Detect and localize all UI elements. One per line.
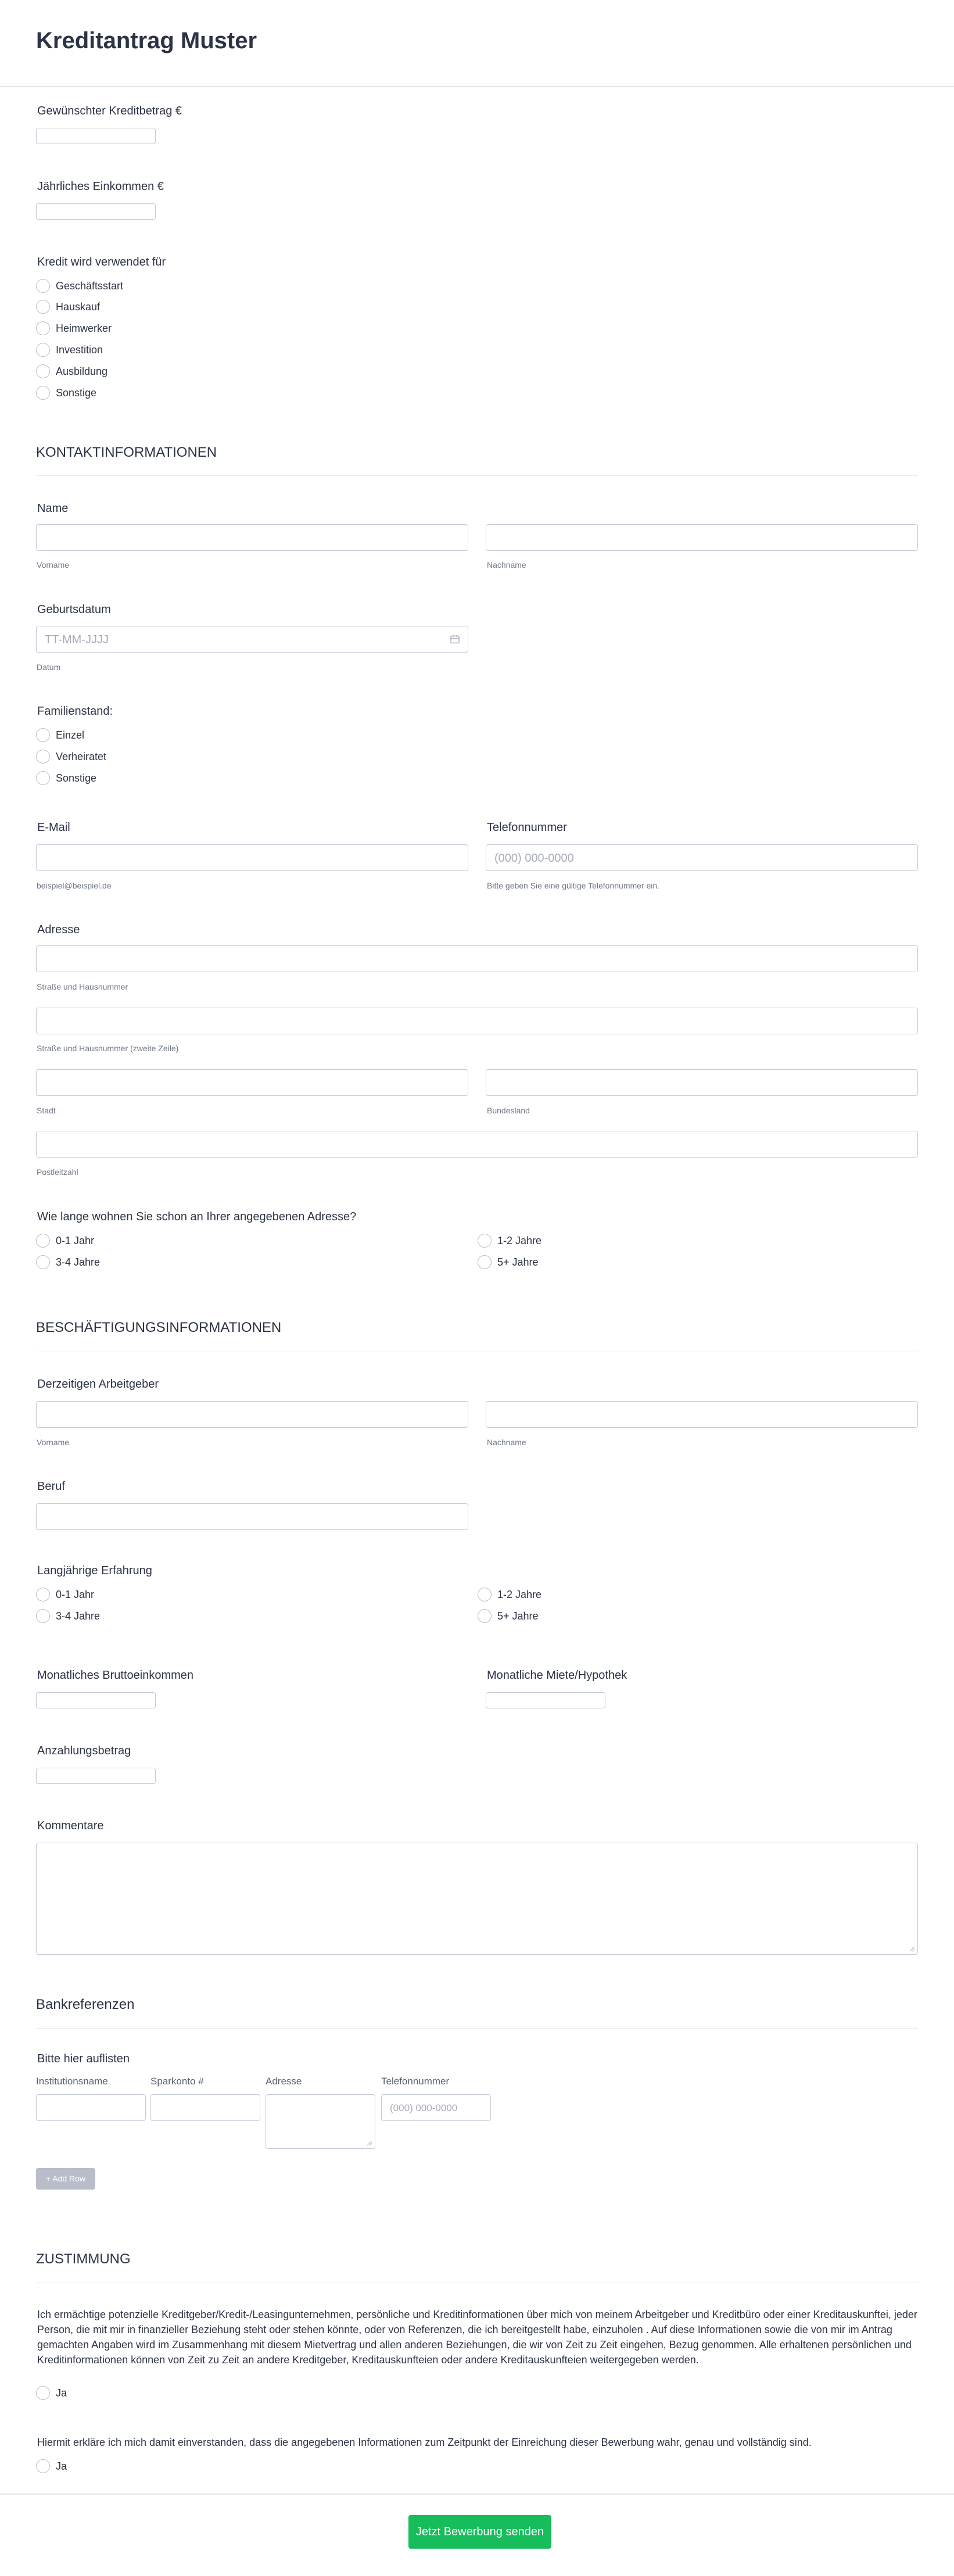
first-name-sublabel: Vorname bbox=[37, 560, 70, 569]
employer-label: Derzeitigen Arbeitgeber bbox=[37, 1378, 159, 1391]
zip-input[interactable] bbox=[36, 1131, 918, 1158]
job-input[interactable] bbox=[36, 1503, 468, 1530]
annual-income-input[interactable] bbox=[36, 203, 156, 220]
employer-first-sublabel: Vorname bbox=[37, 1438, 70, 1447]
resize-handle-icon[interactable] bbox=[367, 2140, 372, 2146]
bank-phone-input[interactable] bbox=[381, 2094, 491, 2121]
street2-input[interactable] bbox=[36, 1008, 918, 1034]
col-header-savings: Sparkonto # bbox=[150, 2076, 204, 2087]
experience-label: Langjährige Erfahrung bbox=[37, 1564, 152, 1577]
street-input[interactable] bbox=[36, 945, 918, 972]
radio-label: 5+ Jahre bbox=[497, 1610, 539, 1622]
state-input[interactable] bbox=[486, 1069, 918, 1096]
section-title-employment: BESCHÄFTIGUNGSINFORMATIONEN bbox=[36, 1320, 282, 1335]
name-label: Name bbox=[37, 502, 69, 515]
annual-income-label: Jährliches Einkommen € bbox=[37, 180, 164, 193]
submit-button[interactable]: Jetzt Bewerbung senden bbox=[408, 2515, 551, 2549]
employer-last-sublabel: Nachname bbox=[487, 1438, 526, 1447]
comments-textarea[interactable] bbox=[36, 1843, 918, 1955]
radio-label: Investition bbox=[56, 344, 103, 356]
radio-purpose-0[interactable] bbox=[36, 279, 50, 293]
col-header-phone: Telefonnummer bbox=[381, 2076, 450, 2087]
radio-purpose-5[interactable] bbox=[36, 386, 50, 400]
address-label: Adresse bbox=[37, 923, 80, 936]
radio-duration-0[interactable] bbox=[36, 1234, 50, 1248]
loan-amount-label: Gewünschter Kreditbetrag € bbox=[37, 105, 182, 117]
radio-experience-2[interactable] bbox=[36, 1609, 50, 1623]
radio-label: Sonstige bbox=[56, 387, 97, 399]
consent-text-2: Hiermit erkläre ich mich damit einverstanden, dass die angegebenen Informationen zum Zeitpunkt der Einreichung dieser Bewerbung wahr, genau und vollständig sind. bbox=[37, 2437, 812, 2448]
loan-purpose-label: Kredit wird verwendet für bbox=[37, 256, 166, 268]
radio-label: Sonstige bbox=[56, 772, 97, 784]
dob-label: Geburtsdatum bbox=[37, 603, 111, 616]
first-name-input[interactable] bbox=[36, 524, 468, 551]
comments-label: Kommentare bbox=[37, 1819, 104, 1832]
rent-label: Monatliche Miete/Hypothek bbox=[487, 1669, 627, 1682]
phone-label: Telefonnummer bbox=[487, 821, 567, 834]
radio-label: 3-4 Jahre bbox=[56, 1256, 101, 1268]
radio-purpose-2[interactable] bbox=[36, 321, 50, 335]
bank-address-textarea[interactable] bbox=[266, 2094, 375, 2149]
last-name-sublabel: Nachname bbox=[487, 560, 526, 569]
section-title-consent: ZUSTIMMUNG bbox=[36, 2251, 131, 2267]
radio-experience-1[interactable] bbox=[478, 1588, 492, 1602]
radio-duration-3[interactable] bbox=[478, 1255, 492, 1269]
city-input[interactable] bbox=[36, 1069, 468, 1096]
radio-experience-0[interactable] bbox=[36, 1588, 50, 1602]
employer-first-input[interactable] bbox=[36, 1401, 468, 1428]
section-divider bbox=[36, 475, 918, 476]
radio-label: Geschäftsstart bbox=[56, 280, 124, 292]
radio-label: Hauskauf bbox=[56, 301, 101, 313]
radio-marital-2[interactable] bbox=[36, 771, 50, 785]
radio-consent-1[interactable] bbox=[36, 2386, 50, 2400]
section-divider bbox=[36, 2028, 918, 2029]
dob-sublabel: Datum bbox=[37, 662, 61, 672]
col-header-institution: Institutionsname bbox=[36, 2076, 108, 2087]
radio-label: 3-4 Jahre bbox=[56, 1610, 101, 1622]
phone-placeholder: (000) 000-0000 bbox=[494, 852, 574, 865]
radio-label: Verheiratet bbox=[56, 751, 107, 762]
radio-label: 5+ Jahre bbox=[497, 1256, 539, 1268]
radio-purpose-3[interactable] bbox=[36, 343, 50, 357]
section-title-bank: Bankreferenzen bbox=[36, 1997, 135, 2012]
page-title: Kreditantrag Muster bbox=[36, 28, 257, 53]
dob-placeholder: TT-MM-JJJJ bbox=[45, 633, 109, 646]
marital-label: Familienstand: bbox=[37, 705, 113, 718]
zip-sublabel: Postleitzahl bbox=[37, 1167, 78, 1177]
gross-income-label: Monatliches Bruttoeinkommen bbox=[37, 1669, 194, 1682]
radio-label: 0-1 Jahr bbox=[56, 1589, 95, 1600]
header-divider bbox=[0, 86, 954, 87]
phone-input[interactable] bbox=[486, 844, 918, 871]
radio-experience-3[interactable] bbox=[478, 1609, 492, 1623]
add-row-button[interactable]: + Add Row bbox=[36, 2168, 95, 2190]
bank-savings-input[interactable] bbox=[150, 2094, 260, 2121]
radio-label: 1-2 Jahre bbox=[497, 1235, 542, 1246]
dob-input[interactable] bbox=[36, 626, 468, 653]
radio-label: Ja bbox=[56, 2387, 67, 2399]
radio-marital-1[interactable] bbox=[36, 750, 50, 764]
last-name-input[interactable] bbox=[486, 524, 918, 551]
down-payment-label: Anzahlungsbetrag bbox=[37, 1744, 131, 1757]
down-payment-input[interactable] bbox=[36, 1768, 156, 1784]
email-sublabel: beispiel@beispiel.de bbox=[37, 881, 112, 890]
residence-duration-label: Wie lange wohnen Sie schon an Ihrer angegebenen Adresse? bbox=[37, 1210, 357, 1223]
radio-purpose-4[interactable] bbox=[36, 364, 50, 378]
employer-last-input[interactable] bbox=[486, 1401, 918, 1428]
radio-label: 1-2 Jahre bbox=[497, 1589, 542, 1600]
radio-marital-0[interactable] bbox=[36, 728, 50, 742]
rent-input[interactable] bbox=[486, 1692, 605, 1708]
radio-label: 0-1 Jahr bbox=[56, 1235, 95, 1246]
street2-sublabel: Straße und Hausnummer (zweite Zeile) bbox=[37, 1044, 179, 1053]
radio-duration-2[interactable] bbox=[36, 1255, 50, 1269]
loan-amount-input[interactable] bbox=[36, 128, 156, 144]
radio-purpose-1[interactable] bbox=[36, 300, 50, 314]
consent-text-1: Ich ermächtige potenzielle Kreditgeber/Kredit-/Leasingunternehmen, persönliche und Kreditinformationen über mich von meinem Arbeitgeber und Kreditbüro oder einer Kreditauskunftei, jeder Person, die mit mir in finanzieller Beziehung steht oder stehen könnte, oder von Referenzen, die ich bereitgestellt habe, einzuholen . Auf diese Informationen sowie die von mir im Antrag gemachten Angaben wird im Zusammenhang mit diesem Mietvertrag und allen anderen Beziehungen, die wir von Zeit zu Zeit eingehen, Bezug genommen. Alle erhaltenen persönlichen und Kreditinformationen können von Zeit zu Zeit an andere Kreditgeber, Kreditauskunfteien oder andere Kreditauskunfteien weitergegeben werden. bbox=[37, 2309, 917, 2366]
radio-label: Ausbildung bbox=[56, 366, 108, 377]
resize-handle-icon[interactable] bbox=[909, 1946, 915, 1952]
email-input[interactable] bbox=[36, 844, 468, 871]
phone-sublabel: Bitte geben Sie eine gültige Telefonnummer ein. bbox=[487, 881, 660, 890]
state-sublabel: Bundesland bbox=[487, 1106, 530, 1115]
bank-institution-input[interactable] bbox=[36, 2094, 146, 2121]
section-title-contact: KONTAKTINFORMATIONEN bbox=[36, 445, 217, 460]
calendar-icon[interactable] bbox=[450, 635, 460, 644]
city-sublabel: Stadt bbox=[37, 1106, 56, 1115]
radio-label: Ja bbox=[56, 2460, 67, 2472]
gross-income-input[interactable] bbox=[36, 1692, 156, 1708]
radio-duration-1[interactable] bbox=[478, 1234, 492, 1248]
street-sublabel: Straße und Hausnummer bbox=[37, 982, 128, 991]
bank-phone-placeholder: (000) 000-0000 bbox=[390, 2102, 458, 2113]
email-label: E-Mail bbox=[37, 821, 70, 834]
radio-label: Heimwerker bbox=[56, 323, 112, 334]
job-label: Beruf bbox=[37, 1480, 65, 1493]
bank-list-label: Bitte hier auflisten bbox=[37, 2052, 130, 2065]
radio-label: Einzel bbox=[56, 729, 85, 741]
col-header-address: Adresse bbox=[266, 2076, 302, 2087]
radio-consent-2[interactable] bbox=[36, 2459, 50, 2473]
footer-divider bbox=[0, 2493, 954, 2495]
